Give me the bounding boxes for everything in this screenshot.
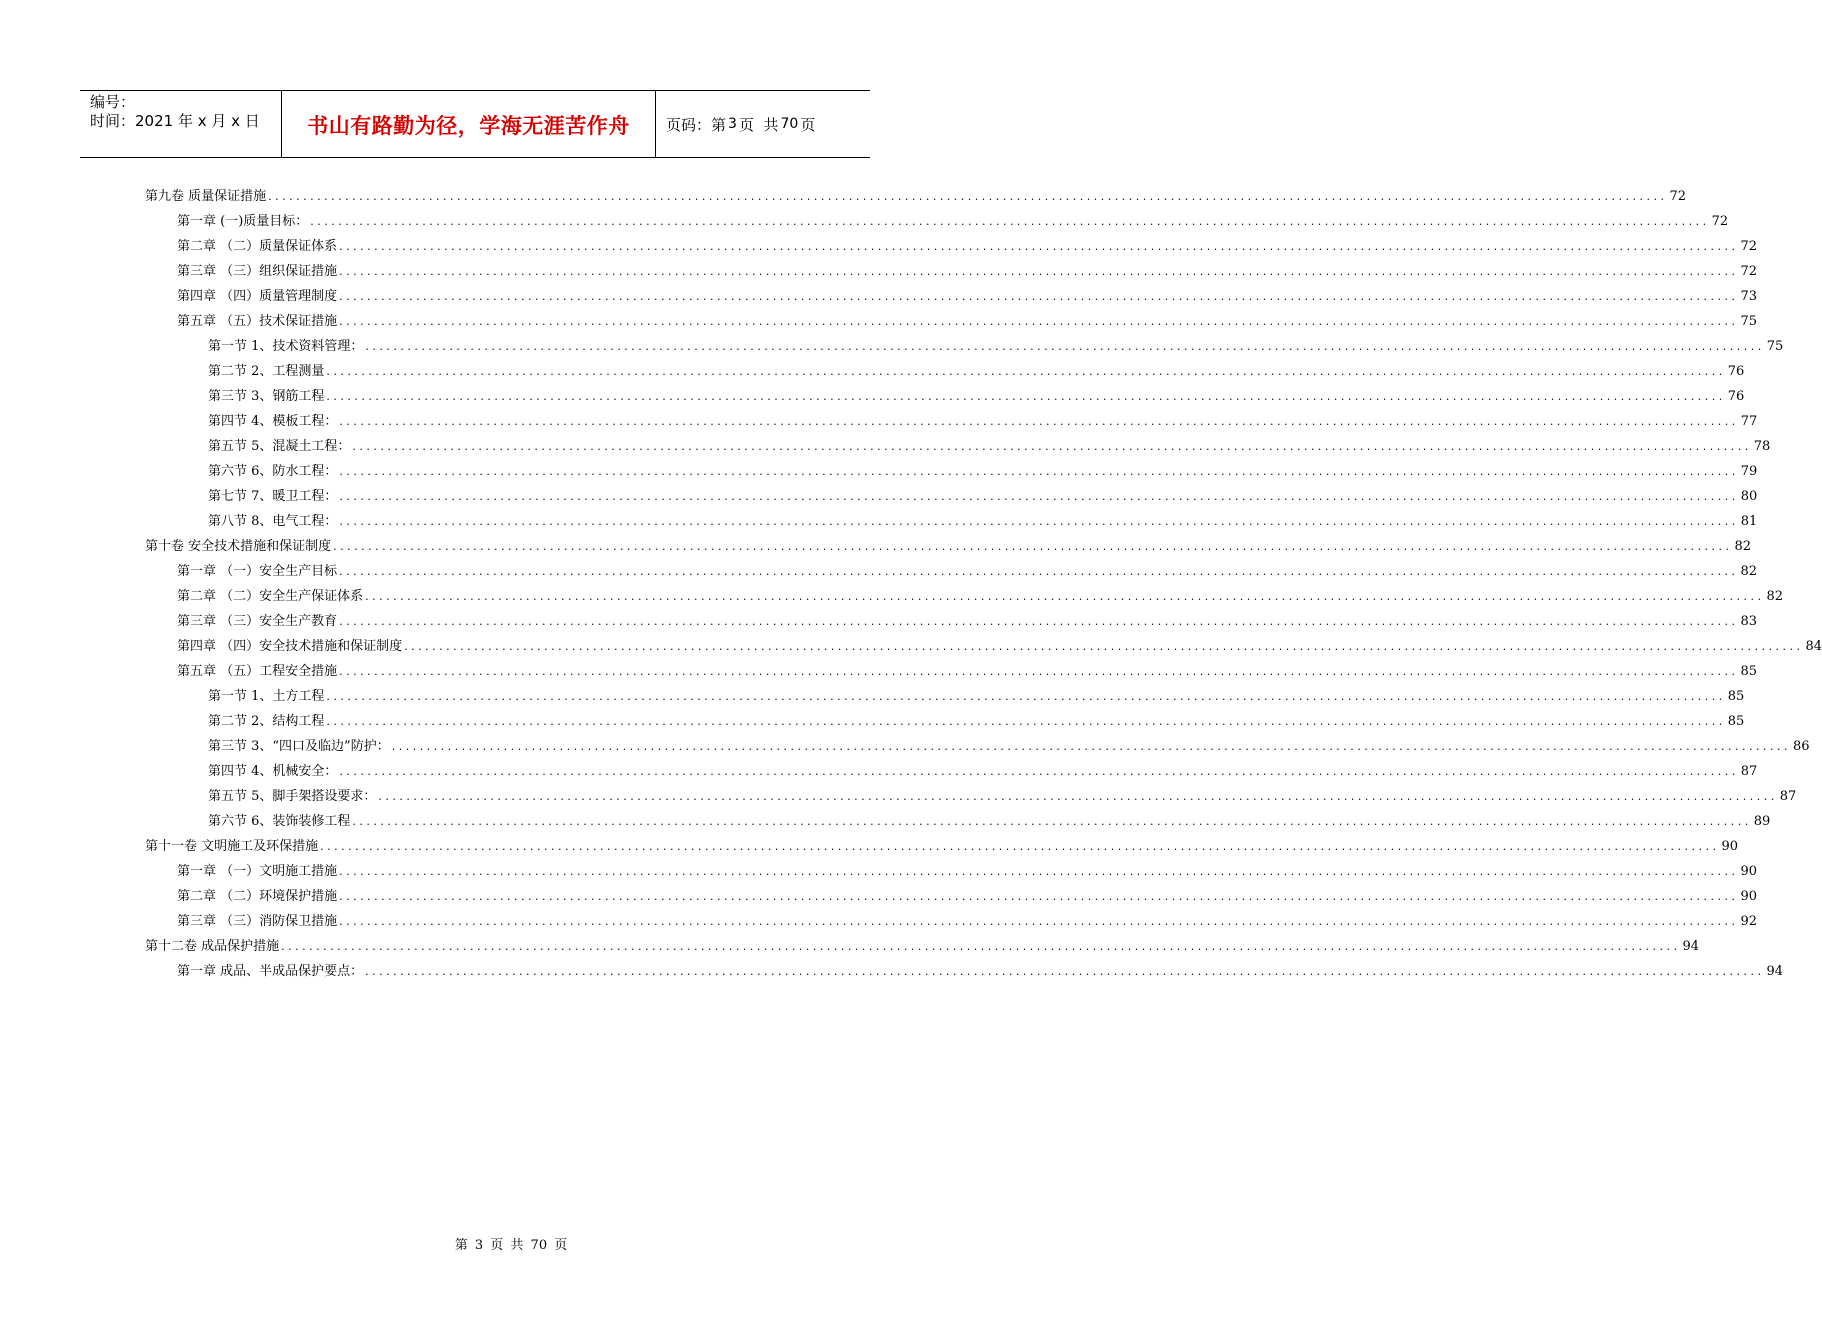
- toc-leader-dots: ........................................................................................................................................................................................................: [339, 915, 1739, 928]
- toc-entry-title: 第一章 （一）安全生产目标: [177, 564, 338, 579]
- toc-entry[interactable]: [145, 509, 1758, 534]
- serial-label: 编号：: [90, 93, 136, 111]
- toc-entry[interactable]: [145, 784, 1797, 809]
- toc-entry-page: 87: [1779, 789, 1797, 804]
- toc-entry-title: 第一章 (一)质量目标：: [177, 214, 309, 229]
- toc-entry-title: 第三章 （三）安全生产教育: [177, 614, 338, 629]
- footer-page-text: 第 3 页 共 70 页: [454, 1238, 568, 1253]
- toc-entry-page: 75: [1740, 314, 1758, 329]
- toc-leader-dots: ........................................................................................................................................................................................................: [339, 665, 1739, 678]
- toc-entry[interactable]: [145, 959, 1784, 984]
- toc-entry[interactable]: [145, 309, 1758, 334]
- toc-entry-title: 第二章 （二）安全生产保证体系: [177, 589, 364, 604]
- toc-leader-dots: ........................................................................................................................................................................................................: [310, 215, 1710, 228]
- toc-entry[interactable]: [145, 734, 1810, 759]
- toc-entry-title: 第三章 （三）消防保卫措施: [177, 914, 338, 929]
- toc-leader-dots: ........................................................................................................................................................................................................: [326, 715, 1726, 728]
- toc-entry[interactable]: [145, 934, 1700, 959]
- toc-entry[interactable]: [145, 759, 1758, 784]
- toc-entry-page: 94: [1766, 964, 1784, 979]
- toc-leader-dots: ........................................................................................................................................................................................................: [333, 540, 1733, 553]
- toc-entry-page: 85: [1727, 714, 1745, 729]
- toc-leader-dots: ........................................................................................................................................................................................................: [339, 240, 1739, 253]
- toc-leader-dots: ........................................................................................................................................................................................................: [365, 590, 1765, 603]
- toc-entry[interactable]: [145, 384, 1745, 409]
- toc-entry-title: 第五章 （五）技术保证措施: [177, 314, 338, 329]
- toc-leader-dots: ........................................................................................................................................................................................................: [339, 890, 1739, 903]
- toc-leader-dots: ........................................................................................................................................................................................................: [339, 415, 1739, 428]
- toc-entry-page: 75: [1766, 339, 1784, 354]
- toc-entry-title: 第七节 7、暖卫工程：: [208, 489, 338, 504]
- toc-leader-dots: ........................................................................................................................................................................................................: [404, 640, 1804, 653]
- toc-entry-title: 第三章 （三）组织保证措施: [177, 264, 338, 279]
- toc-entry-page: 77: [1740, 414, 1758, 429]
- toc-entry[interactable]: [145, 534, 1752, 559]
- toc-entry[interactable]: [145, 809, 1771, 834]
- toc-entry-page: 86: [1793, 739, 1810, 754]
- toc-entry-title: 第五节 5、混凝土工程：: [208, 439, 351, 454]
- toc-entry-page: 72: [1740, 264, 1758, 279]
- toc-entry-title: 第四章 （四）安全技术措施和保证制度: [177, 639, 403, 654]
- toc-entry[interactable]: [145, 184, 1687, 209]
- toc-entry-page: 72: [1669, 189, 1687, 204]
- toc-entry-title: 第三节 3、钢筋工程: [208, 389, 325, 404]
- toc-leader-dots: ........................................................................................................................................................................................................: [378, 790, 1778, 803]
- toc-entry-page: 72: [1711, 214, 1729, 229]
- toc-entry-page: 84: [1805, 639, 1822, 654]
- toc-entry-page: 78: [1753, 439, 1771, 454]
- toc-entry-page: 76: [1727, 364, 1745, 379]
- toc-entry-page: 72: [1740, 239, 1758, 254]
- toc-entry[interactable]: [145, 334, 1784, 359]
- toc-entry-page: 83: [1740, 614, 1758, 629]
- motto-text: 书山有路勤为径，学海无涯苦作舟: [307, 114, 630, 138]
- toc-entry[interactable]: [145, 359, 1745, 384]
- toc-leader-dots: ........................................................................................................................................................................................................: [339, 515, 1739, 528]
- toc-entry-title: 第四章 （四）质量管理制度: [177, 289, 338, 304]
- toc-entry-page: 76: [1727, 389, 1745, 404]
- toc-entry[interactable]: [145, 834, 1739, 859]
- toc-entry-title: 第一章 成品、半成品保护要点：: [177, 964, 364, 979]
- toc-entry-title: 第三节 3、“四口及临边”防护：: [208, 739, 390, 754]
- toc-leader-dots: ........................................................................................................................................................................................................: [339, 490, 1739, 503]
- toc-entry-page: 82: [1766, 589, 1784, 604]
- toc-entry-page: 80: [1740, 489, 1758, 504]
- toc-entry-page: 82: [1734, 539, 1752, 554]
- toc-leader-dots: ........................................................................................................................................................................................................: [326, 690, 1726, 703]
- page-prefix: 页码：第: [666, 115, 727, 134]
- toc-entry-page: 73: [1740, 289, 1758, 304]
- toc-leader-dots: ........................................................................................................................................................................................................: [365, 340, 1765, 353]
- toc-entry[interactable]: [145, 484, 1758, 509]
- header-motto: [282, 91, 656, 157]
- toc-entry-title: 第六节 6、装饰装修工程: [208, 814, 351, 829]
- toc-entry-title: 第十卷 安全技术措施和保证制度: [145, 539, 332, 554]
- toc-entry[interactable]: [145, 659, 1758, 684]
- toc-entry-page: 90: [1740, 864, 1758, 879]
- toc-leader-dots: ........................................................................................................................................................................................................: [391, 740, 1792, 753]
- toc-leader-dots: ........................................................................................................................................................................................................: [320, 840, 1720, 853]
- toc-entry[interactable]: [145, 709, 1745, 734]
- toc-entry-page: 85: [1727, 689, 1745, 704]
- table-of-contents: [145, 184, 1822, 984]
- toc-entry-title: 第十一卷 文明施工及环保措施: [145, 839, 319, 854]
- toc-leader-dots: ........................................................................................................................................................................................................: [326, 390, 1726, 403]
- toc-leader-dots: ........................................................................................................................................................................................................: [339, 290, 1739, 303]
- page-total: 70: [780, 116, 799, 132]
- header-page-number: [656, 91, 870, 157]
- toc-entry-page: 92: [1740, 914, 1758, 929]
- toc-entry-page: 90: [1740, 889, 1758, 904]
- page-suffix: 页: [800, 115, 816, 134]
- toc-leader-dots: ........................................................................................................................................................................................................: [365, 965, 1765, 978]
- toc-entry-page: 87: [1740, 764, 1758, 779]
- toc-entry-page: 90: [1721, 839, 1739, 854]
- page-header: [80, 90, 870, 158]
- toc-entry[interactable]: [145, 409, 1758, 434]
- toc-leader-dots: ........................................................................................................................................................................................................: [339, 765, 1739, 778]
- toc-entry[interactable]: [145, 559, 1758, 584]
- toc-leader-dots: ........................................................................................................................................................................................................: [268, 190, 1668, 203]
- toc-entry-title: 第十二卷 成品保护措施: [145, 939, 280, 954]
- toc-entry-title: 第四节 4、模板工程：: [208, 414, 338, 429]
- toc-entry-title: 第五章 （五）工程安全措施: [177, 664, 338, 679]
- toc-entry[interactable]: [145, 859, 1758, 884]
- toc-entry[interactable]: [145, 284, 1758, 309]
- toc-leader-dots: ........................................................................................................................................................................................................: [339, 265, 1739, 278]
- toc-entry-title: 第二章 （二）环境保护措施: [177, 889, 338, 904]
- toc-entry[interactable]: [145, 209, 1729, 234]
- toc-entry-page: 81: [1740, 514, 1758, 529]
- toc-leader-dots: ........................................................................................................................................................................................................: [326, 365, 1726, 378]
- toc-entry[interactable]: [145, 234, 1758, 259]
- page-mid: 页 共: [738, 115, 779, 134]
- toc-entry[interactable]: [145, 259, 1758, 284]
- toc-leader-dots: ........................................................................................................................................................................................................: [352, 815, 1752, 828]
- toc-entry-page: 85: [1740, 664, 1758, 679]
- toc-entry[interactable]: [145, 884, 1758, 909]
- page-footer: [0, 1234, 950, 1253]
- toc-entry-title: 第九卷 质量保证措施: [145, 189, 267, 204]
- toc-entry-page: 79: [1740, 464, 1758, 479]
- toc-leader-dots: ........................................................................................................................................................................................................: [339, 865, 1739, 878]
- time-label: 时间：2021 年 x 月 x 日: [90, 112, 260, 130]
- toc-entry-page: 89: [1753, 814, 1771, 829]
- toc-entry[interactable]: [145, 609, 1758, 634]
- toc-entry-title: 第五节 5、脚手架搭设要求：: [208, 789, 377, 804]
- toc-entry-page: 82: [1740, 564, 1758, 579]
- toc-entry-title: 第一章 （一）文明施工措施: [177, 864, 338, 879]
- toc-leader-dots: ........................................................................................................................................................................................................: [339, 615, 1739, 628]
- toc-entry-title: 第二节 2、结构工程: [208, 714, 325, 729]
- toc-entry[interactable]: [145, 634, 1822, 659]
- toc-leader-dots: ........................................................................................................................................................................................................: [339, 565, 1739, 578]
- toc-leader-dots: ........................................................................................................................................................................................................: [339, 315, 1739, 328]
- toc-entry[interactable]: [145, 434, 1771, 459]
- toc-leader-dots: ........................................................................................................................................................................................................: [352, 440, 1752, 453]
- toc-entry[interactable]: [145, 684, 1745, 709]
- toc-entry-title: 第二节 2、工程测量: [208, 364, 325, 379]
- toc-entry-page: 94: [1682, 939, 1700, 954]
- toc-leader-dots: ........................................................................................................................................................................................................: [281, 940, 1681, 953]
- toc-entry-title: 第六节 6、防水工程：: [208, 464, 338, 479]
- toc-entry-title: 第二章 （二）质量保证体系: [177, 239, 338, 254]
- toc-entry-title: 第八节 8、电气工程：: [208, 514, 338, 529]
- page-current: 3: [728, 116, 737, 132]
- toc-entry-title: 第四节 4、机械安全：: [208, 764, 338, 779]
- toc-entry[interactable]: [145, 909, 1758, 934]
- header-meta: [80, 91, 282, 157]
- toc-entry[interactable]: [145, 584, 1784, 609]
- toc-entry-title: 第一节 1、土方工程: [208, 689, 325, 704]
- toc-leader-dots: ........................................................................................................................................................................................................: [339, 465, 1739, 478]
- toc-entry[interactable]: [145, 459, 1758, 484]
- toc-entry-title: 第一节 1、技术资料管理：: [208, 339, 364, 354]
